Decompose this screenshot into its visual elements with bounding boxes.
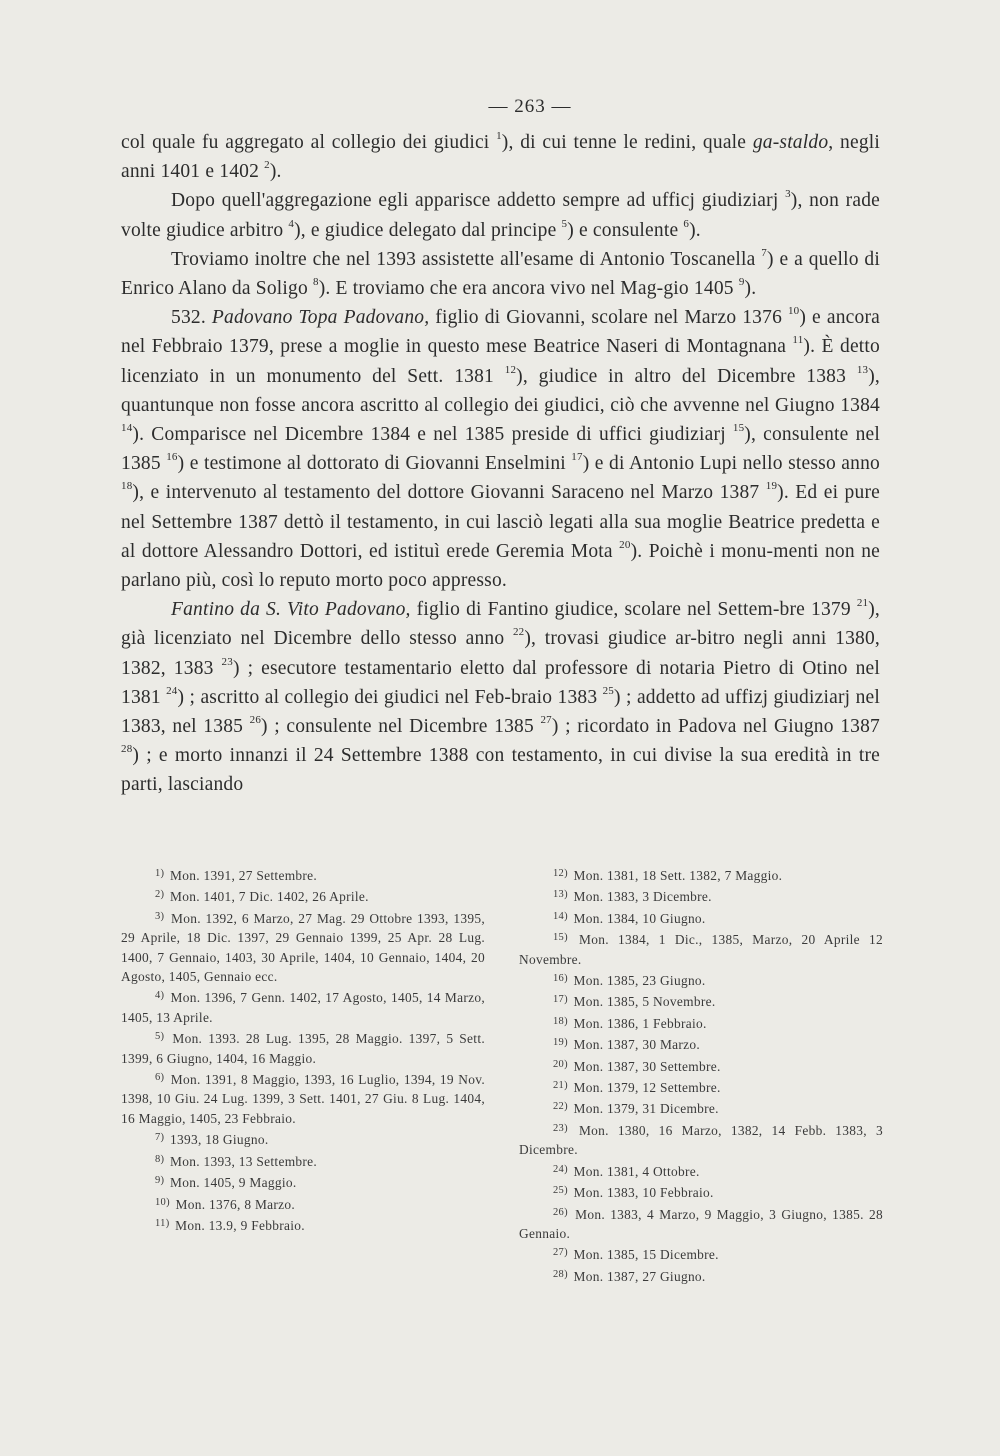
footnote-number: 26) <box>553 1206 568 1218</box>
footnote-number: 12) <box>553 868 568 879</box>
text-run: ) ; addetto ad uffizj giudiziarj nel 1383, nel 1385 <box>121 686 880 738</box>
footnote-text: Mon. 1392, 6 Marzo, 27 Mag. 29 Ottobre 1393, 1395, 29 Aprile, 18 Dic. 1397, 29 Gennaio 1399, 25 Apr. 28 Lug. 1400, 7 Gennaio, 1403, 30 Aprile, 1404, 10 Gennaio, 1404, 20 Agosto, 1405, Gennaio ecc. <box>121 910 485 985</box>
footnote <box>519 969 883 990</box>
footnote-number: 6) <box>155 1072 165 1084</box>
paragraph <box>121 186 880 244</box>
text-run: ), giudice in altro del Dicembre 1383 <box>516 365 857 387</box>
footnote-ref: 14 <box>121 422 133 435</box>
footnote-number: 3) <box>155 910 165 922</box>
text-run: ). <box>269 161 282 183</box>
footnote-ref: 28 <box>121 743 133 756</box>
text-run: ). <box>744 278 757 300</box>
text-run: ) ; ascritto al collegio dei giudici nel Feb-braio 1383 <box>177 686 603 708</box>
footnote-number: 1) <box>155 868 165 879</box>
text-run: ) e testimone al dottorato di Giovanni Enselmini <box>177 453 572 475</box>
footnote-text: Mon. 1385, 5 Novembre. <box>569 994 716 1010</box>
text-run: ) e a quello di Enrico Alano da Soligo <box>121 248 880 300</box>
text-run: col quale fu aggregato al collegio dei giudici <box>121 132 497 153</box>
footnote <box>519 1181 883 1202</box>
text-run: ). Ed ei pure nel Settembre 1387 dettò il testamento, in cui lasciò legati alla sua moglie Beatrice predetta e al dottore Alessandro Dottori, ed istituì erede Geremia Mota <box>121 482 880 562</box>
footnote-ref: 18 <box>121 480 133 493</box>
footnote-text: Mon. 1385, 15 Dicembre. <box>569 1247 719 1263</box>
footnote-text: Mon. 1383, 4 Marzo, 9 Maggio, 3 Giugno, 1385. 28 Gennaio. <box>519 1206 883 1241</box>
footnote-text: Mon. 1387, 27 Giugno. <box>569 1268 706 1284</box>
footnote-text: Mon. 1381, 4 Ottobre. <box>569 1163 700 1179</box>
footnote-number: 10) <box>155 1196 170 1208</box>
footnote-number: 9) <box>155 1175 165 1187</box>
footnote <box>519 928 883 969</box>
footnote-text: Mon. 1383, 3 Dicembre. <box>569 889 712 905</box>
footnote-number: 15) <box>553 932 568 944</box>
footnote-text: Mon. 1391, 8 Maggio, 1393, 16 Luglio, 1394, 19 Nov. 1398, 10 Giu. 24 Lug. 1399, 3 Sett. 1401, 27 Giu. 8 Lug. 1404, 16 Maggio, 1405, 23 Febbraio. <box>121 1072 485 1126</box>
footnote-ref: 8 <box>313 276 319 289</box>
footnote-number: 18) <box>553 1015 568 1027</box>
paragraph <box>121 128 880 186</box>
footnote <box>519 1033 883 1054</box>
text-run: ), consulente nel 1385 <box>121 424 880 475</box>
footnote-number: 8) <box>155 1153 165 1165</box>
footnote <box>121 1128 485 1149</box>
footnote-text: Mon. 1387, 30 Marzo. <box>569 1037 701 1053</box>
text-run: Troviamo inoltre che nel 1393 assistette all'esame di Antonio Toscanella <box>171 248 762 270</box>
footnote-text: Mon. 1384, 1 Dic., 1385, Marzo, 20 Aprile 12 Novembre. <box>519 932 883 967</box>
paragraph-fantino <box>121 595 880 799</box>
text-run: ). Poichè i monu-menti non ne parlano più, così lo reputo morto poco appresso. <box>121 540 880 592</box>
footnote-number: 25) <box>553 1185 568 1197</box>
text-run: ) e ancora nel Febbraio 1379, prese a moglie in questo mese Beatrice Naseri di Montagnana <box>121 307 881 358</box>
text-run: ) e consulente <box>567 219 684 241</box>
footnote-ref: 10 <box>787 305 800 318</box>
footnote <box>519 1055 883 1076</box>
footnote-number: 16) <box>553 973 568 985</box>
text-run: ), e intervenuto al testamento del dottore Giovanni Saraceno nel Marzo 1387 <box>132 482 766 504</box>
footnote-text: Mon. 1401, 7 Dic. 1402, 26 Aprile. <box>166 889 369 905</box>
main-text <box>121 128 880 800</box>
footnote-text: 1393, 18 Giugno. <box>166 1132 269 1148</box>
footnote <box>519 1119 883 1160</box>
footnote-number: 17) <box>553 994 568 1006</box>
footnote <box>121 1193 485 1214</box>
footnote-number: 7) <box>155 1132 165 1144</box>
footnote <box>519 1012 883 1033</box>
footnote-text: Mon. 1381, 18 Sett. 1382, 7 Maggio. <box>569 868 783 883</box>
footnote <box>121 1068 485 1128</box>
footnote-text: Mon. 1376, 8 Marzo. <box>171 1196 296 1212</box>
footnote-number: 19) <box>553 1037 568 1049</box>
footnote-ref: 23 <box>221 655 233 668</box>
footnote <box>519 864 883 885</box>
footnote-ref: 4 <box>288 217 295 230</box>
footnote-ref: 17 <box>571 451 583 464</box>
italic-name: Fantino da S. Vito Padovano, <box>171 599 411 621</box>
footnote-text: Mon. 1379, 12 Settembre. <box>569 1080 721 1096</box>
text-run: ), di cui tenne le redini, quale <box>501 132 753 153</box>
footnote-ref: 6 <box>683 217 690 230</box>
footnote <box>121 1027 485 1068</box>
text-run: ) e di Antonio Lupi nello stesso anno <box>582 453 880 475</box>
footnote-number: 27) <box>553 1247 568 1259</box>
footnote-text: Mon. 1383, 10 Febbraio. <box>569 1185 714 1201</box>
footnote-number: 28) <box>553 1268 568 1280</box>
paragraph <box>121 245 880 303</box>
footnote <box>121 907 485 987</box>
footnote <box>519 1203 883 1244</box>
footnote-ref: 7 <box>761 246 767 259</box>
text-run: ), già licenziato nel Dicembre dello stesso anno <box>121 599 881 650</box>
footnote-ref: 11 <box>792 334 804 347</box>
text-run: ), quantunque non fosse ancora ascritto al collegio dei giudici, ciò che avvenne nel Giugno 1384 <box>121 365 880 416</box>
footnote-ref: 26 <box>249 714 262 727</box>
footnote-ref: 13 <box>856 363 869 376</box>
footnote <box>121 885 485 906</box>
text-run: figlio di Fantino giudice, scolare nel Settem-bre 1379 <box>410 599 857 621</box>
footnote-number: 14) <box>553 910 568 922</box>
footnote-number: 23) <box>553 1122 568 1134</box>
footnote-ref: 5 <box>561 217 568 230</box>
italic-name: Padovano Topa Padovano, <box>211 307 430 329</box>
footnote-number: 24) <box>553 1163 568 1175</box>
footnote-number: 11) <box>155 1217 170 1229</box>
footnote <box>519 885 883 906</box>
footnote <box>519 990 883 1011</box>
footnote-ref: 24 <box>166 684 178 697</box>
footnote-ref: 21 <box>856 597 869 610</box>
text-run: ). È detto licenziato in un monumento del Sett. 1381 <box>121 336 880 387</box>
footnote-ref: 9 <box>738 276 745 289</box>
footnote-text: Mon. 13.9, 9 Febbraio. <box>171 1217 305 1233</box>
footnote-text: Mon. 1380, 16 Marzo, 1382, 14 Febb. 1383, 3 Dicembre. <box>519 1122 883 1158</box>
footnote <box>519 1097 883 1118</box>
text-run: ), e giudice delegato dal principe <box>294 219 562 241</box>
italic-name: ga-staldo <box>752 132 829 153</box>
footnote <box>121 864 485 885</box>
footnote-text: Mon. 1387, 30 Settembre. <box>569 1058 721 1074</box>
footnote <box>121 1150 485 1171</box>
footnote-text: Mon. 1391, 27 Settembre. <box>166 868 318 883</box>
footnote-text: Mon. 1396, 7 Genn. 1402, 17 Agosto, 1405, 14 Marzo, 1405, 13 Aprile. <box>121 990 485 1025</box>
text-run: ). <box>689 219 701 241</box>
footnote-ref: 16 <box>166 451 178 464</box>
footnote <box>519 1265 883 1286</box>
text-run: ) ; ricordato in Padova nel Giugno 1387 <box>551 716 880 738</box>
footnotes-right-column <box>519 864 883 1286</box>
text-run: ) ; esecutore testamentario eletto dal professore di notaria Pietro di Otino nel 1381 <box>121 657 880 708</box>
text-run: Dopo quell'aggregazione egli apparisce addetto sempre ad ufficj giudiziarj <box>171 190 786 212</box>
footnote-number: 13) <box>553 889 568 901</box>
footnote <box>519 1243 883 1264</box>
footnote-text: Mon. 1393. 28 Lug. 1395, 28 Maggio. 1397, 5 Sett. 1399, 6 Giugno, 1404, 16 Maggio. <box>121 1031 485 1066</box>
text-run: ). Comparisce nel Dicembre 1384 e nel 1385 preside di uffici giudiziarj <box>132 424 733 446</box>
footnote-ref: 3 <box>785 188 791 201</box>
footnote-number: 5) <box>155 1031 165 1043</box>
text-run: 532. <box>171 307 212 329</box>
text-run: ). E troviamo che era ancora vivo nel Mag-gio 1405 <box>318 278 739 300</box>
footnote-text: Mon. 1384, 10 Giugno. <box>569 910 706 926</box>
text-run: , negli anni 1401 e 1402 <box>121 132 881 183</box>
footnote-ref: 19 <box>765 480 778 493</box>
footnote-ref: 22 <box>512 626 525 639</box>
footnote-number: 2) <box>155 889 165 901</box>
text-run: figlio di Giovanni, scolare nel Marzo 1376 <box>429 307 788 329</box>
text-run: ) ; consulente nel Dicembre 1385 <box>261 716 541 738</box>
footnote-ref: 2 <box>264 159 270 172</box>
footnote-ref: 15 <box>732 422 745 435</box>
footnote-text: Mon. 1405, 9 Maggio. <box>166 1175 297 1191</box>
footnote-ref: 25 <box>602 684 615 697</box>
footnote <box>519 1076 883 1097</box>
footnote-text: Mon. 1386, 1 Febbraio. <box>569 1015 707 1031</box>
footnote-text: Mon. 1393, 13 Settembre. <box>166 1153 318 1169</box>
paragraph-entry-532 <box>121 303 880 595</box>
text-run: ), trovasi giudice ar-bitro negli anni 1380, 1382, 1383 <box>121 628 881 679</box>
page-number: — 263 — <box>488 96 572 117</box>
text-run: ), non rade volte giudice arbitro <box>121 190 881 241</box>
footnote-number: 20) <box>553 1058 568 1070</box>
footnote <box>121 1214 485 1235</box>
footnote-ref: 20 <box>619 538 631 551</box>
footnote <box>121 1171 485 1192</box>
text-run: ) ; e morto innanzi il 24 Settembre 1388 con testamento, in cui divise la sua eredità in tre parti, lasciando <box>121 745 880 796</box>
footnote-text: Mon. 1385, 23 Giugno. <box>569 973 706 989</box>
footnote <box>519 907 883 928</box>
footnote-ref: 27 <box>540 714 552 727</box>
footnotes-left-column <box>121 864 485 1235</box>
footnote-number: 4) <box>155 990 165 1002</box>
footnote-ref: 12 <box>504 363 517 376</box>
footnote <box>519 1160 883 1181</box>
footnote-ref: 1 <box>496 130 502 142</box>
footnote <box>121 986 485 1027</box>
footnote-text: Mon. 1379, 31 Dicembre. <box>569 1101 719 1117</box>
footnote-number: 21) <box>553 1080 568 1092</box>
footnote-number: 22) <box>553 1101 568 1113</box>
